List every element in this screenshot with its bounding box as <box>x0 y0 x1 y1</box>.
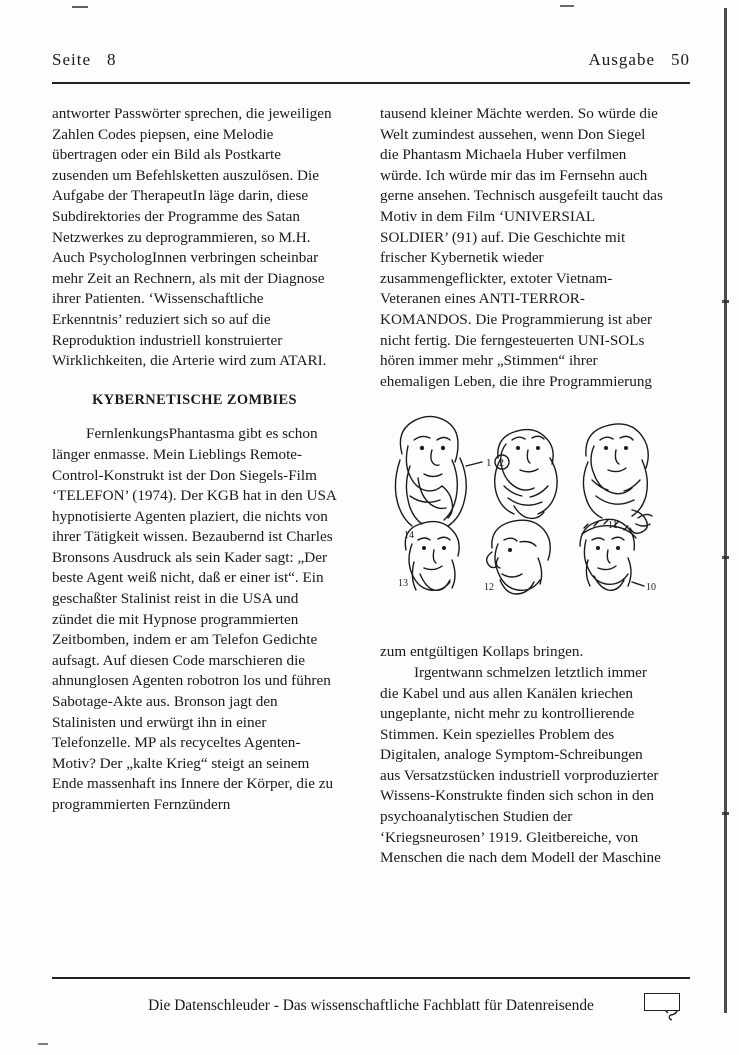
scan-artifact-right-nick-3 <box>722 812 729 815</box>
scan-artifact-right-nick-1 <box>722 300 729 303</box>
right-paragraph-2: zum entgültigen Kollaps bringen. <box>380 643 584 661</box>
footer-text: Die Datenschleuder - Das wissenschaftliche Fachblatt für Datenreisende <box>148 997 594 1014</box>
right-paragraph-3: Irgentwann schmelzen letztlich immer die Kabel und aus allen Kanälen kriechen ungeplante, nicht mehr zu kontrollierende Stimmen. Kein spezielles Problem des Digitalen, analoge Symptom-Schreibungen aus Versatzstücken industriell vorproduzierter Wissens-Konstrukte finden sich schon in den psychoanalytischen Studien der ‘Kriegsneurosen’ 1919. Gleitbereiche, von Menschen die nach dem Modell der Maschine <box>380 663 661 867</box>
illustration-kybernetische-zombies <box>380 400 665 632</box>
illustration-label-12: 12 <box>484 582 494 594</box>
head-figure-3 <box>583 424 652 533</box>
publisher-logo <box>644 991 690 1021</box>
scan-artifact-right-rule <box>724 8 727 1013</box>
left-paragraph-2: FernlenkungsPhantasma gibt es schon länger enmasse. Mein Lieblings Remote-Control-Konstrukt ist der Don Siegels-Film ‘TELEFON’ (1974). Der KGB hat in den USA hypnotisierte Agenten plaziert, die nichts von ihrer Tätigkeit wissen. Bezaubernd ist Charles Bronsons Ausdruck als sein Kader sagt: „Der beste Agent weiß nicht, daß er einer ist“. Ein geschaßter Stalinist reist in die USA und zündet die mit Hypnose programmierten Zeitbomben, indem er am Telefon Gedichte aufsagt. Auf diesen Code marschieren die ahnunglosen Agenten robotron los und führen Sabotage-Akte aus. Bronson jagt den Stalinisten und erwürgt ihn in einer Telefonzelle. MP als recyceltes Agenten-Motiv? Der „kalte Krieg“ steigt an seinem Ende massenhaft ins Innere der Körper, die zu programmierten Fernzündern <box>52 425 337 813</box>
logo-box <box>644 993 680 1011</box>
scan-artifact-top-left <box>72 6 88 8</box>
article-body <box>52 104 690 954</box>
scan-artifact-right-nick-2 <box>722 556 729 559</box>
page-header <box>52 50 690 70</box>
footer-divider <box>52 977 690 979</box>
issue-number: 50 <box>671 50 690 69</box>
header-divider <box>52 82 690 84</box>
illustration-label-1: 1 <box>486 457 492 470</box>
left-paragraph-1: antworter Passwörter sprechen, die jeweiligen Zahlen Codes piepsen, eine Melodie übertragen oder ein Bild als Postkarte zusenden um Befehlsketten auszulösen. Die Aufgabe der TherapeutIn läge darin, diese Subdirektories der Programme des Satan Netzwerkes zu deprogrammieren, so M.H. Auch PsychologInnen verbringen scheinbar mehr Zeit an Rechnern, als mit der Diagnose ihrer Patienten. ‘Wissenschaftliche Erkenntnis’ reduziert sich so auf die Reproduktion industriell konstruierter Wirklichkeiten, die Arterie wird zum ATARI. <box>52 105 332 370</box>
illustration-label-11: 11 <box>608 520 618 532</box>
leader-line-1 <box>466 462 482 466</box>
head-figure-1 <box>395 417 466 527</box>
heads-drawing <box>380 400 665 632</box>
left-column <box>52 104 337 816</box>
right-column <box>380 104 665 869</box>
issue-group <box>589 50 690 70</box>
illustration-label-14: 14 <box>404 530 414 542</box>
page-footer <box>52 997 690 1015</box>
page-number-group <box>52 50 117 70</box>
head-figure-2 <box>495 430 557 519</box>
illustration-label-2: 2 <box>499 458 504 470</box>
head-figure-5 <box>487 521 551 595</box>
scan-artifact-bottom-left <box>38 1043 48 1045</box>
leader-line-10 <box>632 582 644 586</box>
page-number: 8 <box>107 50 117 69</box>
scan-artifact-top-right <box>560 5 574 7</box>
illustration-label-13: 13 <box>398 578 408 590</box>
page-label: Seite <box>52 50 91 69</box>
right-paragraph-1: tausend kleiner Mächte werden. So würde die Welt zumindest aussehen, wenn Don Siegel die Phantasm Michaela Huber verfilmen würde. Ich würde mir das im Fernsehn auch gerne ansehen. Technisch ausgefeilt taucht das Motiv in dem Film ‘UNIVERSIAL SOLDIER’ (91) auf. Die Geschichte mit frischer Kybernetik wieder zusammengeflickter, extoter Vietnam-Veteranen eines ANTI-TERROR-KOMANDOS. Die Programmierung ist aber nicht fertig. Die ferngesteuerten UNI-SOLs hören immer mehr „Stimmen“ ihrer ehemaligen Leben, die ihre Programmierung <box>380 105 663 390</box>
illustration-label-10: 10 <box>646 582 656 594</box>
issue-label: Ausgabe <box>588 50 655 69</box>
section-heading: KYBERNETISCHE ZOMBIES <box>92 391 297 408</box>
